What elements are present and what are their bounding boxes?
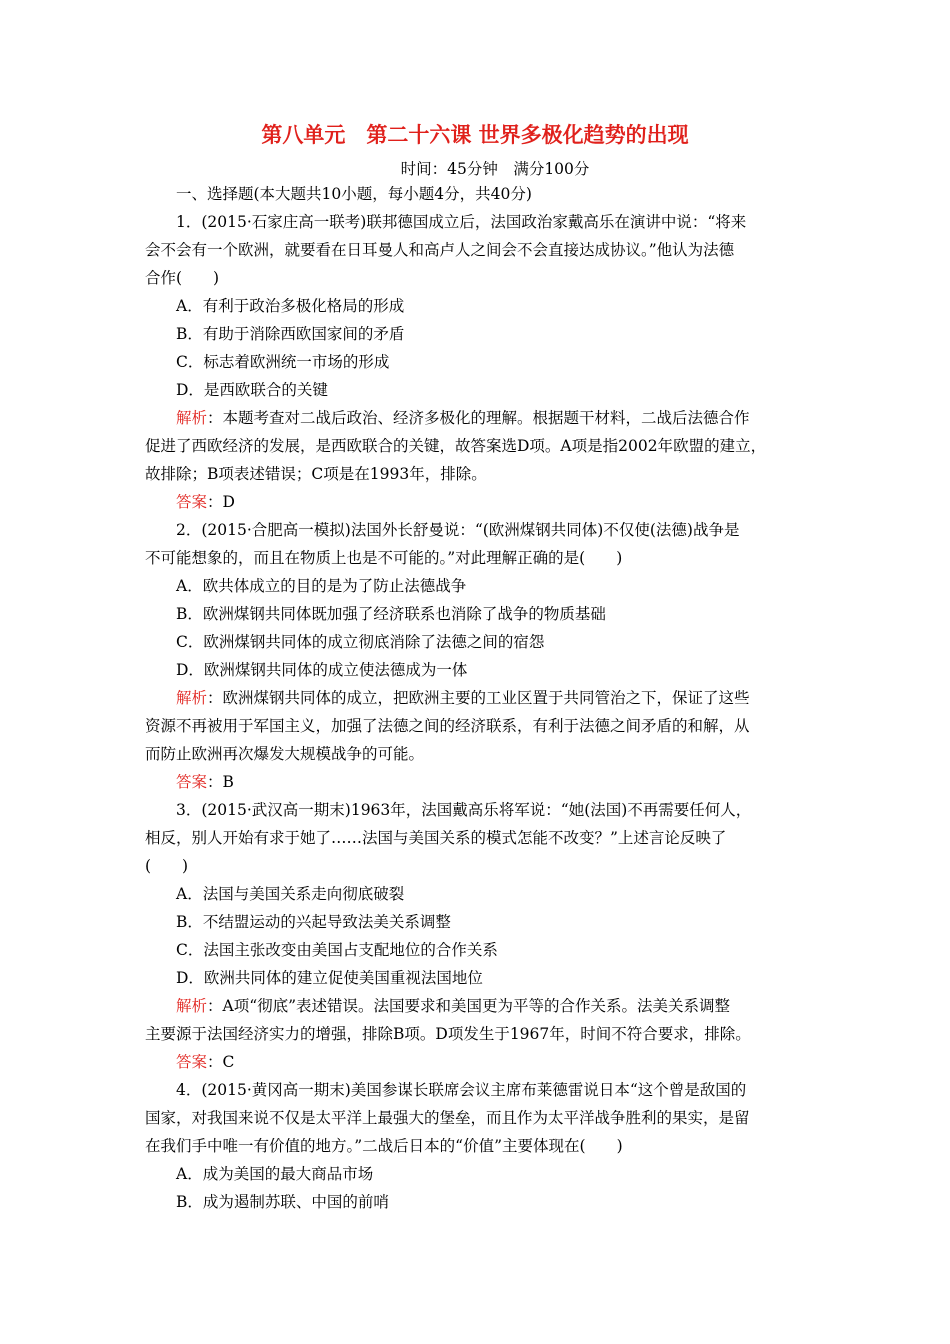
question-stem-line: 2．(2015·合肥高一模拟)法国外长舒曼说：“(欧洲煤钢共同体)不仅使(法德)战争是 — [176, 521, 740, 539]
answer-line — [145, 1048, 810, 1076]
question-stem-line: 相反，别人开始有求于她了……法国与美国关系的模式怎能不改变？”上述言论反映了 — [145, 829, 727, 847]
analysis-text: ：欧洲煤钢共同体的成立，把欧洲主要的工业区置于共同管治之下，保证了这些 — [207, 689, 750, 707]
analysis-line: 主要源于法国经济实力的增强，排除B项。D项发生于1967年，时间不符合要求，排除。 — [145, 1025, 751, 1043]
question-2 — [145, 516, 810, 796]
answer-value: ：C — [207, 1053, 235, 1071]
option-c: C．标志着欧洲统一市场的形成 — [176, 353, 390, 371]
section-heading: 一、选择题(本大题共10小题，每小题4分，共40分) — [176, 185, 532, 203]
option-a: A．有利于政治多极化格局的形成 — [176, 297, 405, 315]
analysis-line: 资源不再被用于军国主义，加强了法德之间的经济联系，有利于法德之间矛盾的和解，从 — [145, 717, 750, 735]
analysis-line: 而防止欧洲再次爆发大规模战争的可能。 — [145, 745, 425, 763]
question-stem-line: 4．(2015·黄冈高一期末)美国参谋长联席会议主席布莱德雷说日本“这个曾是敌国的 — [176, 1081, 747, 1099]
analysis-line — [145, 404, 810, 432]
answer-line — [145, 488, 810, 516]
question-1 — [145, 208, 810, 516]
analysis-line: 故排除；B项表述错误；C项是在1993年，排除。 — [145, 465, 487, 483]
option-b: B．成为遏制苏联、中国的前哨 — [176, 1193, 389, 1211]
answer-value: ：B — [207, 773, 234, 791]
question-stem-line: 不可能想象的，而且在物质上也是不可能的。”对此理解正确的是( ) — [145, 549, 623, 567]
question-3 — [145, 796, 810, 1076]
answer-label: 答案 — [176, 493, 208, 511]
option-c: C．欧洲煤钢共同体的成立彻底消除了法德之间的宿怨 — [176, 633, 545, 651]
analysis-text: ：本题考查对二战后政治、经济多极化的理解。根据题干材料，二战后法德合作 — [207, 409, 750, 427]
question-stem-line: 3．(2015·武汉高一期末)1963年，法国戴高乐将军说：“她(法国)不再需要任何人， — [176, 801, 752, 819]
analysis-label: 解析 — [176, 689, 208, 707]
answer-label: 答案 — [176, 1053, 208, 1071]
answer-label: 答案 — [176, 773, 208, 791]
question-stem-line: 在我们手中唯一有价值的地方。”二战后日本的“价值”主要体现在( ) — [145, 1137, 623, 1155]
option-c: C．法国主张改变由美国占支配地位的合作关系 — [176, 941, 498, 959]
question-stem-line: ( ) — [145, 857, 189, 875]
answer-value: ：D — [207, 493, 235, 511]
exam-content — [145, 180, 810, 1216]
option-b: B．有助于消除西欧国家间的矛盾 — [176, 325, 405, 343]
page-title: 第八单元 第二十六课 世界多极化趋势的出现 — [261, 122, 689, 147]
analysis-label: 解析 — [176, 997, 208, 1015]
option-d: D．欧洲共同体的建立促使美国重视法国地位 — [176, 969, 483, 987]
question-4 — [145, 1076, 810, 1216]
answer-line — [145, 768, 810, 796]
analysis-line — [145, 992, 810, 1020]
question-stem-line: 国家，对我国来说不仅是太平洋上最强大的堡垒，而且作为太平洋战争胜利的果实，是留 — [145, 1109, 750, 1127]
option-a: A．法国与美国关系走向彻底破裂 — [176, 885, 405, 903]
exam-time-info: 时间：45分钟 满分100分 — [400, 160, 590, 178]
option-b: B．欧洲煤钢共同体既加强了经济联系也消除了战争的物质基础 — [176, 605, 606, 623]
option-d: D．欧洲煤钢共同体的成立使法德成为一体 — [176, 661, 468, 679]
analysis-text: ：A项“彻底”表述错误。法国要求和美国更为平等的合作关系。法美关系调整 — [207, 997, 731, 1015]
option-a: A．欧共体成立的目的是为了防止法德战争 — [176, 577, 467, 595]
option-b: B．不结盟运动的兴起导致法美关系调整 — [176, 913, 451, 931]
question-stem-line: 1．(2015·石家庄高一联考)联邦德国成立后，法国政治家戴高乐在演讲中说：“将来 — [176, 213, 747, 231]
analysis-line: 促进了西欧经济的发展，是西欧联合的关键，故答案选D项。A项是指2002年欧盟的建立， — [145, 437, 767, 455]
option-a: A．成为美国的最大商品市场 — [176, 1165, 374, 1183]
option-d: D．是西欧联合的关键 — [176, 381, 328, 399]
analysis-label: 解析 — [176, 409, 208, 427]
question-stem-line: 会不会有一个欧洲，就要看在日耳曼人和高卢人之间会不会直接达成协议。”他认为法德 — [145, 241, 735, 259]
question-stem-line: 合作( ) — [145, 269, 220, 287]
analysis-line — [145, 684, 810, 712]
